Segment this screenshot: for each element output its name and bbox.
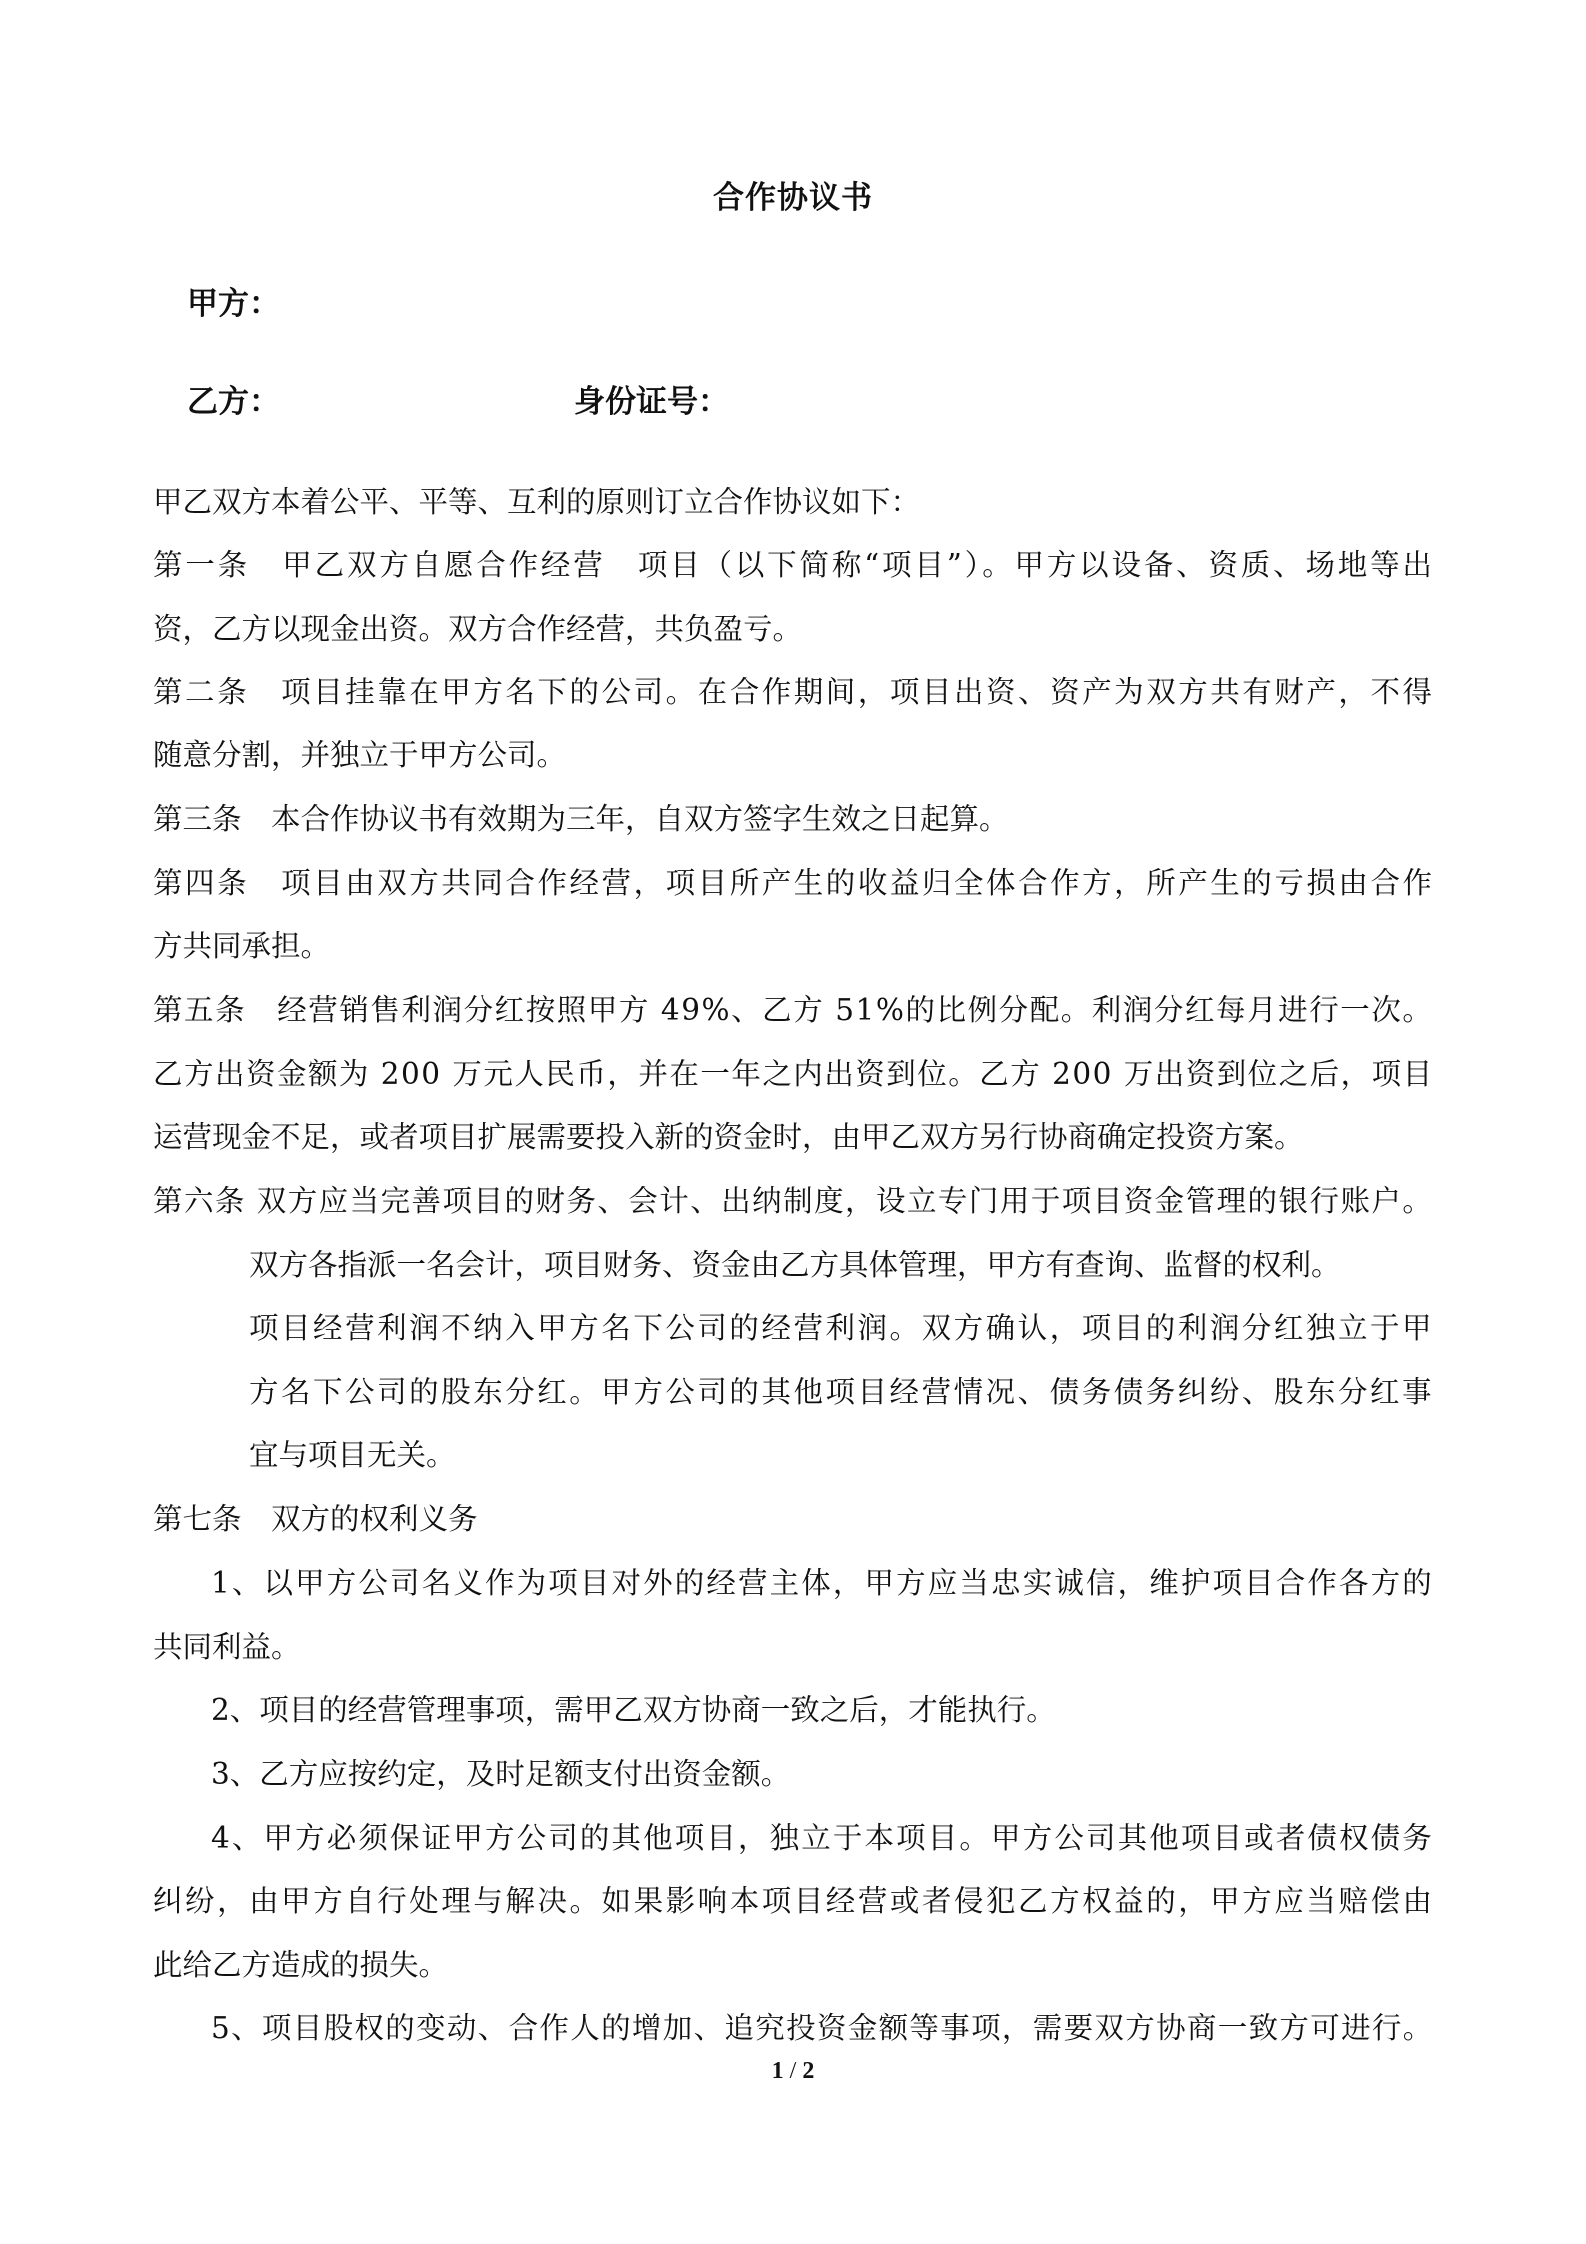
article-6-line-2: 双方各指派一名会计，项目财务、资金由乙方具体管理，甲方有查询、监督的权利。	[249, 1248, 1341, 1282]
article-7-item-1-line-2: 共同利益。	[153, 1630, 301, 1664]
article-3-line-1: 第三条 本合作协议书有效期为三年，自双方签字生效之日起算。	[153, 802, 1009, 836]
article-7-item-5: 5、项目股权的变动、合作人的增加、追究投资金额等事项，需要双方协商一致方可进行。	[211, 2011, 1434, 2045]
preamble-line: 甲乙双方本着公平、平等、互利的原则订立合作协议如下：	[153, 485, 921, 519]
article-2-line-1: 第二条 项目挂靠在甲方名下的公司。在合作期间，项目出资、资产为双方共有财产，不得	[153, 675, 1435, 709]
current-page: 1	[771, 2058, 784, 2084]
article-4-line-2: 方共同承担。	[153, 929, 331, 963]
article-7-item-4-line-3: 此给乙方造成的损失。	[153, 1948, 449, 1982]
total-pages: 2	[802, 2058, 815, 2084]
article-7-item-2: 2、项目的经营管理事项，需甲乙双方协商一致之后，才能执行。	[211, 1693, 1056, 1727]
page-number	[0, 2058, 1586, 2085]
article-5-line-3: 运营现金不足，或者项目扩展需要投入新的资金时，由甲乙双方另行协商确定投资方案。	[153, 1120, 1304, 1154]
article-2-line-2: 随意分割，并独立于甲方公司。	[153, 738, 567, 772]
article-1-line-1: 第一条 甲乙双方自愿合作经营 项目（以下简称“项目”）。甲方以设备、资质、场地等出	[153, 548, 1435, 582]
article-6-line-4: 方名下公司的股东分红。甲方公司的其他项目经营情况、债务债务纠纷、股东分红事	[249, 1375, 1435, 1409]
article-5-line-2: 乙方出资金额为 200 万元人民币，并在一年之内出资到位。乙方 200 万出资到位之后，项目	[153, 1057, 1434, 1091]
article-7-item-4-line-1: 4、甲方必须保证甲方公司的其他项目，独立于本项目。甲方公司其他项目或者债权债务	[211, 1821, 1434, 1855]
article-7-heading: 第七条 双方的权利义务	[153, 1502, 478, 1536]
article-5-line-1: 第五条 经营销售利润分红按照甲方 49%、乙方 51%的比例分配。利润分红每月进行一次。	[153, 993, 1434, 1027]
id-number-label: 身份证号：	[574, 384, 729, 420]
article-6-line-5: 宜与项目无关。	[249, 1438, 456, 1472]
article-6-line-3: 项目经营利润不纳入甲方名下公司的经营利润。双方确认，项目的利润分红独立于甲	[249, 1311, 1435, 1345]
article-4-line-1: 第四条 项目由双方共同合作经营，项目所产生的收益归全体合作方，所产生的亏损由合作	[153, 866, 1435, 900]
article-7-item-4-line-2: 纠纷，由甲方自行处理与解决。如果影响本项目经营或者侵犯乙方权益的，甲方应当赔偿由	[153, 1884, 1435, 1918]
page-separator: /	[789, 2058, 797, 2084]
article-6-line-1: 第六条 双方应当完善项目的财务、会计、出纳制度，设立专门用于项目资金管理的银行账户。	[153, 1184, 1434, 1218]
party-b-label: 乙方：	[187, 384, 280, 420]
document-title: 合作协议书	[713, 180, 873, 216]
article-7-item-3: 3、乙方应按约定，及时足额支付出资金额。	[211, 1757, 791, 1791]
article-1-line-2: 资，乙方以现金出资。双方合作经营，共负盈亏。	[153, 612, 803, 646]
article-7-item-1-line-1: 1、以甲方公司名义作为项目对外的经营主体，甲方应当忠实诚信，维护项目合作各方的	[211, 1566, 1434, 1600]
party-a-label: 甲方：	[187, 286, 280, 322]
